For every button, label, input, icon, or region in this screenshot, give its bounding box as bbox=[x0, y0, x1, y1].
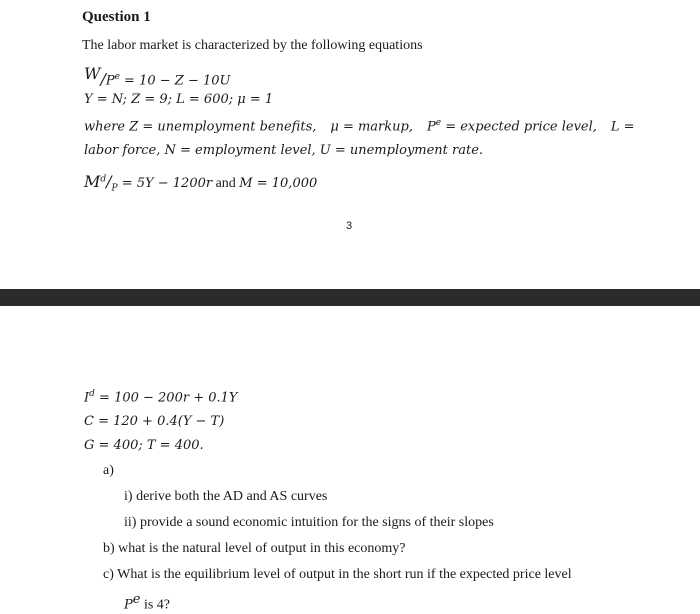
question-title: Question 1 bbox=[82, 9, 151, 25]
money-demand-rhs: = 5Y − 1200r bbox=[117, 176, 213, 191]
question-a-ii-number: ii) bbox=[124, 515, 137, 530]
def-markup: μ = markup, bbox=[330, 119, 413, 135]
question-b-number: b) bbox=[103, 541, 115, 556]
question-c-continuation-text: is 4? bbox=[140, 597, 171, 613]
question-c bbox=[103, 567, 572, 583]
question-a-label: a) bbox=[103, 463, 114, 478]
wage-equation-rhs: = 10 − Z − 10U bbox=[119, 73, 231, 89]
question-c-number: c) bbox=[103, 567, 114, 582]
consumption-equation: C = 120 + 0.4(Y − T) bbox=[84, 414, 225, 429]
expected-superscript: e bbox=[114, 72, 120, 82]
intro-text: The labor market is characterized by the following equations bbox=[82, 38, 423, 53]
price-level-symbol: P bbox=[111, 183, 118, 194]
definitions-line-1: where Z = unemployment benefits, μ = markup, $P^e$ = expected price level, L = bbox=[84, 118, 635, 135]
question-a-i-number: i) bbox=[124, 489, 133, 504]
wage-equation: $^W/P^e = 10 - Z - 10U$ bbox=[84, 64, 231, 89]
question-c-continuation: $P^e$ is 4? bbox=[124, 592, 171, 613]
def-expected-price-symbol: P bbox=[426, 119, 436, 135]
government-equation: G = 400; T = 400. bbox=[84, 438, 204, 453]
def-unemployment-benefits: where Z = unemployment benefits, bbox=[84, 119, 317, 135]
investment-equation: $I^d = 100 - 200r + 0.1Y$ bbox=[84, 389, 238, 406]
question-b bbox=[103, 541, 406, 557]
def-labor-force-symbol: L = bbox=[610, 119, 635, 135]
investment-rhs: = 100 − 200r + 0.1Y bbox=[94, 390, 238, 406]
question-a-ii-text: provide a sound economic intuition for the signs of their slopes bbox=[139, 515, 494, 530]
expected-price-symbol: P bbox=[124, 597, 133, 613]
question-a-i-text: derive both the AD and AS curves bbox=[136, 489, 328, 504]
investment-symbol: I bbox=[84, 390, 90, 406]
definitions-line-2: labor force, N = employment level, U = unemployment rate. bbox=[84, 143, 484, 158]
money-demand-equation: $M^d/_P = 5Y - 1200r$ and M = 10,000 bbox=[84, 172, 318, 194]
money-supply: M = 10,000 bbox=[239, 176, 318, 191]
and-word: and bbox=[212, 176, 240, 191]
question-b-text: what is the natural level of output in this economy? bbox=[118, 541, 406, 556]
money-demand-symbol: M bbox=[84, 172, 101, 191]
question-a-ii bbox=[124, 515, 494, 531]
price-symbol: P bbox=[105, 73, 115, 89]
parameters-equation: Y = N; Z = 9; L = 600; μ = 1 bbox=[84, 92, 274, 107]
question-c-text: What is the equilibrium level of output in the short run if the expected price level bbox=[117, 567, 572, 582]
page-number: 3 bbox=[346, 220, 353, 232]
question-a-i bbox=[124, 489, 327, 505]
page-divider bbox=[0, 289, 700, 306]
wage-symbol: W bbox=[84, 64, 101, 83]
def-expected-price: = expected price level, bbox=[441, 119, 597, 135]
